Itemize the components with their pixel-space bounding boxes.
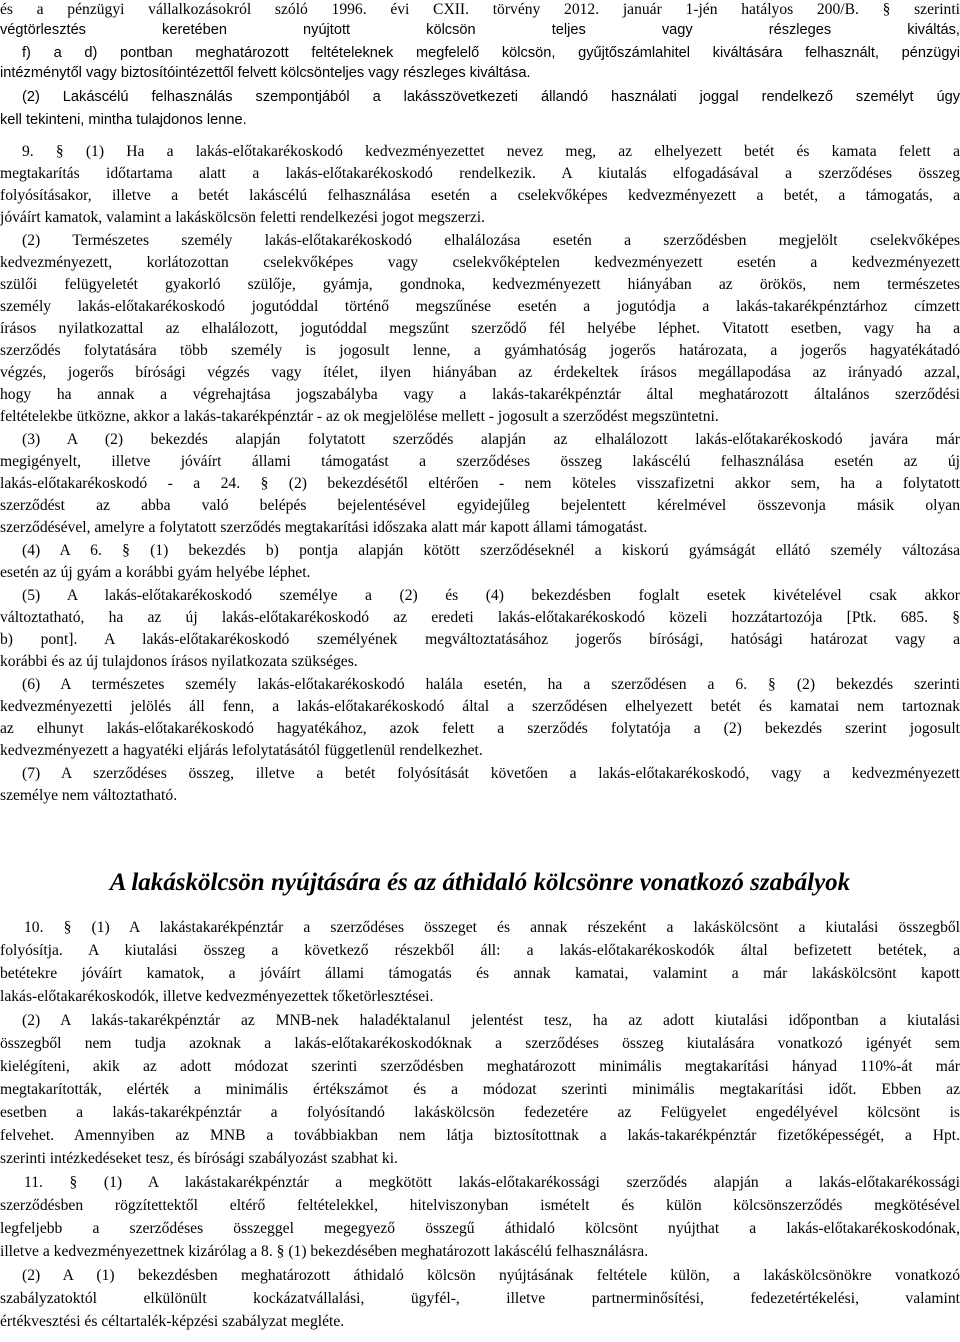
text-line: intézménytől vagy biztosítóintézettől felvett kölcsönteljes vagy részleges kiváltása. [0, 65, 531, 81]
text-line: megigényelt, illetve jóváírt állami támogatást a szerződéses összeg lakáscélú felhasználása esetén az új [0, 453, 960, 470]
text-line: kielégíteni, akik az adott módozat szerinti szerződésben meghatározott minimális megtakarítási hányad 110%-át már [0, 1058, 960, 1075]
text-line: esetben a lakás-takarékpénztár a folyósítandó lakáskölcsön fedezetére az Felügyelet engedélyével kölcsönt is [0, 1104, 960, 1121]
text-line: betétekre jóváírt kamatok, a jóváírt állami támogatás és annak kamatai, valamint a már lakáskölcsönt kapott [0, 965, 960, 982]
text-line: (7) A szerződéses összeg, illetve a betét folyósítását követően a lakás-előtakarékoskodó, vagy a kedvezményezett [22, 765, 960, 782]
text-line: (2) A lakás-takarékpénztár az MNB-nek haladéktalanul jelentést tesz, ha az adott kiutalási időpontban a kiutalási [22, 1012, 960, 1029]
text-line: legfeljebb a szerződéses összeggel megegyező összegű áthidaló kölcsönt nyújthat a lakás-előtakarékoskodónak, [0, 1220, 960, 1237]
text-line: írásos nyilatkozattal az elhalálozott, jogutóddal megszűnt szerződő fél helyébe léphet. Vitatott esetben, vagy ha a [0, 320, 960, 337]
text-line: felvehet. Amennyiben az MNB a továbbiakban nem látja biztosítottnak a lakás-takarékpénztár fizetőképességét, a Hpt. [0, 1127, 960, 1144]
text-line: (5) A lakás-előtakarékoskodó személye a (2) és (4) bekezdésben foglalt esetek kivételével csak akkor [22, 587, 960, 604]
text-line: kedvezményezett a hagyatéki eljárás lefolytatásától függetlenül rendelkezhet. [0, 742, 483, 759]
text-line: (2) Természetes személy lakás-előtakarékoskodó elhalálozása esetén a szerződésben megjelölt cselekvőképes [22, 232, 960, 249]
text-line: hogy ha annak a végrehajtása jogszabályba vagy a lakás-takarékpénztár által meghatározott általános szerződési [0, 386, 960, 403]
text-line: és a pénzügyi vállalkozásokról szóló 1996. évi CXII. törvény 2012. január 1-jén hatályos 200/B. § szerinti [0, 1, 960, 18]
text-line: kedvezményezett, korlátozottan cselekvőképes vagy cselekvőképtelen kedvezményezett esetén a kedvezményezett [0, 254, 960, 271]
text-line: korábbi és az új tulajdonos írásos nyilatkozata szükséges. [0, 653, 358, 670]
text-line: b) pont]. A lakás-előtakarékoskodó személyének megváltoztatásához jogerős bírósági, hatósági határozat vagy a [0, 631, 960, 648]
text-line: megtakarítás időtartama alatt a lakás-előtakarékoskodó rendelkezik. A kiutalás elfogadásával a szerződéses összeg [0, 165, 960, 182]
text-line: személye nem változtatható. [0, 787, 178, 804]
text-line: feltételekbe ütközne, akkor a lakás-takarékpénztár - az ok megjelölése mellett - jogosult a szerződést megszüntetni. [0, 408, 719, 425]
text-line: szerződésben rögzítettektől eltérő feltételekkel, hitelviszonyban ismételt és külön kölcsönszerződés megkötésével [0, 1197, 960, 1214]
text-line: végtörlesztés keretében nyújtott kölcsön teljes vagy részleges kiváltás, [0, 22, 960, 38]
text-line: folyósítja. A kiutalási összeg a következő részekből áll: a lakás-előtakarékoskodók által befizetett betétek, a [0, 942, 960, 959]
text-line: szabályzatoktól elkülönült kockázatvállalási, ügyfél-, illetve partnerminősítési, fedezetértékelési, valamint [0, 1290, 960, 1307]
text-line: változtatható, ha az új lakás-előtakarékoskodó az eredeti lakás-előtakarékoskodó közeli hozzátartozója [Ptk. 685. § [0, 609, 960, 626]
text-line: szerződésével, amelyre a folytatott szerződés megtakarítási időszaka alatt már kapott állami támogatást. [0, 519, 648, 536]
text-line: illetve a kedvezményezettnek kizárólag a 8. § (1) bekezdésében meghatározott lakáscélú felhasználásra. [0, 1243, 649, 1260]
text-line: szerinti intézkedéseket tesz, és bírósági szabályozást szabhat ki. [0, 1150, 398, 1167]
text-line: jóváírt kamatok, valamint a lakáskölcsön feletti rendelkezési jogot megszerzi. [0, 209, 485, 226]
text-line: személy lakás-előtakarékoskodó jogutóddal történő megszűnése esetén a jogutódja a lakás-takarékpénztárhoz címzett [0, 298, 960, 315]
paragraph-11-start: 11. § (1) A lakástakarékpénztár a megkötött lakás-előtakarékossági szerződés alapján a lakás-előtakarékossági [24, 1174, 960, 1191]
text-line: (2) Lakáscélú felhasználás szempontjából a lakásszövetkezeti állandó használati joggal rendelkező személyt úgy [22, 89, 960, 105]
text-line: folyósításakor, illetve a betét lakáscélú felhasználása esetén a cselekvőképes kedvezményezett a betét, a támogatás, a [0, 187, 960, 204]
text-line: (3) A (2) bekezdés alapján folytatott szerződés alapján az elhalálozott lakás-előtakarékoskodó javára már [22, 431, 960, 448]
text-line: (2) A (1) bekezdésben meghatározott áthidaló kölcsön nyújtásának feltétele külön, a lakáskölcsönökre vonatkozó [22, 1267, 960, 1284]
text-line: szerződés folytatására több személy is jogosult lenne, a gyámhatóság jogerős határozata, a jogerős hagyatékátadó [0, 342, 960, 359]
text-line: összegből nem tudja azoknak a lakás-előtakarékoskodóknak a szerződéses összeg kiutalására vonatkozó igényét sem [0, 1035, 960, 1052]
text-line: szerződést az abba való belépés bejelentésével egyidejűleg bejelentett kérelmével összevonja másik olyan [0, 497, 960, 514]
paragraph-10-start: 10. § (1) A lakástakarékpénztár a szerződéses összeget és annak részeként a lakáskölcsönt a kiutalási összegből [24, 919, 960, 936]
text-line: kell tekinteni, mintha tulajdonos lenne. [0, 112, 247, 128]
text-line: lakás-előtakarékoskodó - a 24. § (2) bekezdésétől eltérően - nem köteles visszafizetni akkor sem, ha a folytatott [0, 475, 960, 492]
text-line: lakás-előtakarékoskodók, illetve kedvezményezettek tőketörlesztései. [0, 988, 434, 1005]
text-line: f) a d) pontban meghatározott feltételeknek megfelelő kölcsön, gyűjtőszámlahitel kiváltására felhasznált, pénzügyi [22, 45, 960, 61]
text-line: megtakarították, elérték a minimális értékszámot és a módozat szerinti minimális megtakarítási időt. Ebben az [0, 1081, 960, 1098]
text-line: szülői felügyeletét gyakorló szülője, gyámja, gondnoka, kedvezményezett hiányában az örökös, nem természetes [0, 276, 960, 293]
text-line: értékvesztési és céltartalék-képzési szabályzat megléte. [0, 1313, 345, 1330]
text-line: kedvezményezetti jelölés áll fenn, a lakás-előtakarékoskodó által a szerződésen elhelyezett betét és kamatai nem tartoznak [0, 698, 960, 715]
text-line: (4) A 6. § (1) bekezdés b) pontja alapján kötött szerződéseknél a kiskorú gyámságát ellátó személy változása [22, 542, 960, 559]
text-line: (6) A természetes személy lakás-előtakarékoskodó halála esetén, ha a szerződésen a 6. § (2) bekezdés szerinti [22, 676, 960, 693]
text-line: az elhunyt lakás-előtakarékoskodó hagyatékához, azok felett a szerződés folytatója a (2) bekezdés szerint jogosult [0, 720, 960, 737]
text-line: végzés, jogerős bírósági végzés vagy ítélet, ilyen hiányában az érdekeltek írásos megállapodása az irányadó azzal, [0, 364, 960, 381]
paragraph-9-start: 9. § (1) Ha a lakás-előtakarékoskodó kedvezményezettet nevez meg, az elhelyezett betét és kamata felett a [22, 143, 960, 160]
text-line: esetén az új gyám a korábbi gyám helyébe léphet. [0, 564, 311, 581]
section-heading: A lakáskölcsön nyújtására és az áthidaló kölcsönre vonatkozó szabályok [109, 869, 851, 896]
